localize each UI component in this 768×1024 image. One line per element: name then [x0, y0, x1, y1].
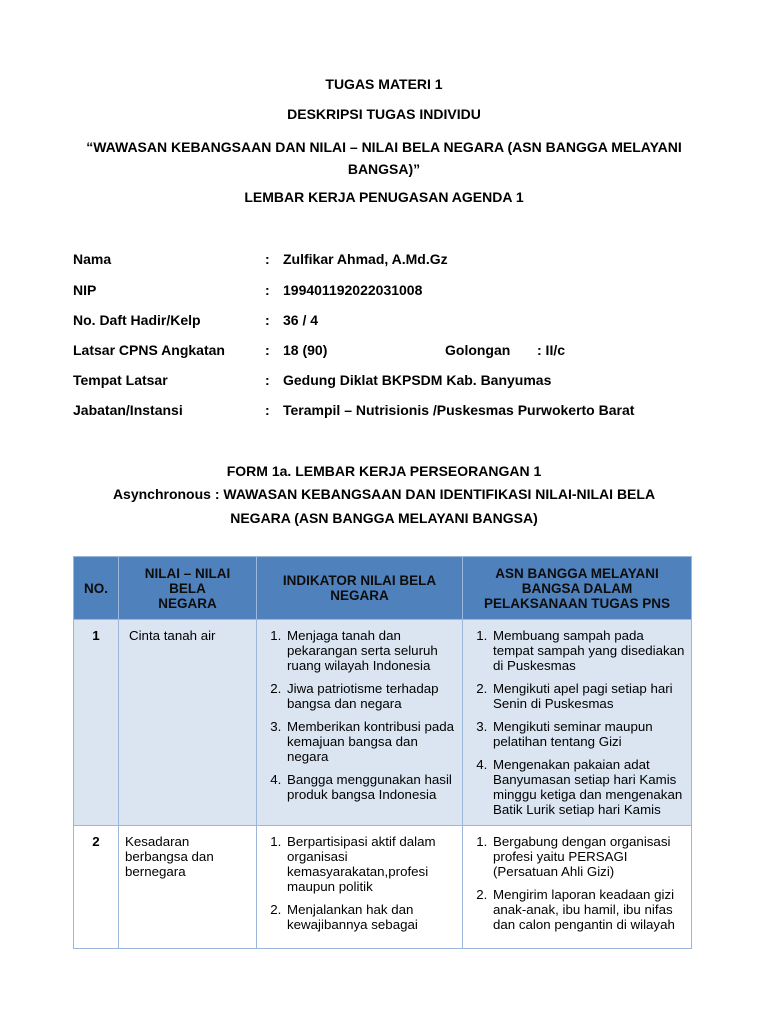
- table-header-row: [74, 557, 692, 620]
- row-indikator: [257, 620, 463, 826]
- info-value: Zulfikar Ahmad, A.Md.Gz: [283, 251, 448, 267]
- doc-subtitle: DESKRIPSI TUGAS INDIVIDU: [287, 106, 481, 122]
- golongan-value: : II/c: [537, 342, 566, 358]
- list-item: 1. Bergabung dengan organisasi profesi yaitu PERSAGI (Persatuan Ahli Gizi): [491, 834, 685, 879]
- asn-list: [469, 628, 685, 817]
- header-nilai: NILAI – NILAI BELA NEGARA: [119, 557, 257, 620]
- list-item: 2. Menjalankan hak dan kewajibannya sebagai: [285, 902, 456, 932]
- row-asn: [463, 826, 692, 949]
- row-nilai: Kesadaran berbangsa dan bernegara: [119, 826, 257, 949]
- list-item: 3. Memberikan kontribusi pada kemajuan bangsa dan negara: [285, 719, 456, 764]
- asn-list: [469, 834, 685, 932]
- list-item: 2. Mengikuti apel pagi setiap hari Senin di Puskesmas: [491, 681, 685, 711]
- info-colon: :: [265, 342, 270, 358]
- info-value: 18 (90): [283, 342, 328, 358]
- row-number: 1: [74, 620, 119, 826]
- header-indikator: INDIKATOR NILAI BELA NEGARA: [257, 557, 463, 620]
- row-asn: [463, 620, 692, 826]
- list-item: 4. Bangga menggunakan hasil produk bangsa Indonesia: [285, 772, 456, 802]
- info-value: 199401192022031008: [283, 282, 423, 298]
- list-item: 3. Mengikuti seminar maupun pelatihan tentang Gizi: [491, 719, 685, 749]
- list-item: 4. Mengenakan pakaian adat Banyumasan setiap hari Kamis minggu ketiga dan mengenakan Batik Lurik setiap hari Kamis: [491, 757, 685, 817]
- info-label: No. Daft Hadir/Kelp: [73, 312, 201, 328]
- row-indikator: [257, 826, 463, 949]
- indikator-list: [263, 628, 456, 802]
- worksheet-table: [73, 556, 692, 949]
- info-colon: :: [265, 402, 270, 418]
- info-label: Tempat Latsar: [73, 372, 168, 388]
- info-colon: :: [265, 251, 270, 267]
- form-title: FORM 1a. LEMBAR KERJA PERSEORANGAN 1: [226, 463, 542, 479]
- list-item: 1. Menjaga tanah dan pekarangan serta seluruh ruang wilayah Indonesia: [285, 628, 456, 673]
- info-value: 36 / 4: [283, 312, 319, 328]
- list-item: 1. Membuang sampah pada tempat sampah yang disediakan di Puskesmas: [491, 628, 685, 673]
- table-row: [74, 826, 692, 949]
- header-no: NO.: [74, 557, 119, 620]
- row-number: 2: [74, 826, 119, 949]
- row-nilai: Cinta tanah air: [119, 620, 257, 826]
- list-item: 2. Mengirim laporan keadaan gizi anak-anak, ibu hamil, ibu nifas dan calon pengantin di wilayah: [491, 887, 685, 932]
- info-value: Terampil – Nutrisionis /Puskesmas Purwokerto Barat: [283, 402, 635, 418]
- doc-worksheet-title: LEMBAR KERJA PENUGASAN AGENDA 1: [244, 189, 524, 205]
- doc-title: TUGAS MATERI 1: [325, 76, 443, 92]
- golongan-label: Golongan: [445, 342, 511, 358]
- info-colon: :: [265, 372, 270, 388]
- header-asn: ASN BANGGA MELAYANI BANGSA DALAM PELAKSANAAN TUGAS PNS: [463, 557, 692, 620]
- info-label: Jabatan/Instansi: [73, 402, 183, 418]
- list-item: 1. Berpartisipasi aktif dalam organisasi kemasyarakatan,profesi maupun politik: [285, 834, 456, 894]
- info-label: NIP: [73, 282, 97, 298]
- info-value: Gedung Diklat BKPSDM Kab. Banyumas: [283, 372, 552, 388]
- list-item: 2. Jiwa patriotisme terhadap bangsa dan negara: [285, 681, 456, 711]
- table-row: [74, 620, 692, 826]
- form-subtitle-line1: Asynchronous : WAWASAN KEBANGSAAN DAN IDENTIFIKASI NILAI-NILAI BELA: [112, 486, 656, 502]
- info-colon: :: [265, 282, 270, 298]
- info-label: Latsar CPNS Angkatan: [73, 342, 225, 358]
- info-label: Nama: [73, 251, 112, 267]
- form-subtitle-line2: NEGARA (ASN BANGGA MELAYANI BANGSA): [230, 510, 538, 526]
- indikator-list: [263, 834, 456, 932]
- doc-topic: “WAWASAN KEBANGSAAN DAN NILAI – NILAI BELA NEGARA (ASN BANGGA MELAYANI BANGSA)”: [86, 139, 682, 177]
- info-colon: :: [265, 312, 270, 328]
